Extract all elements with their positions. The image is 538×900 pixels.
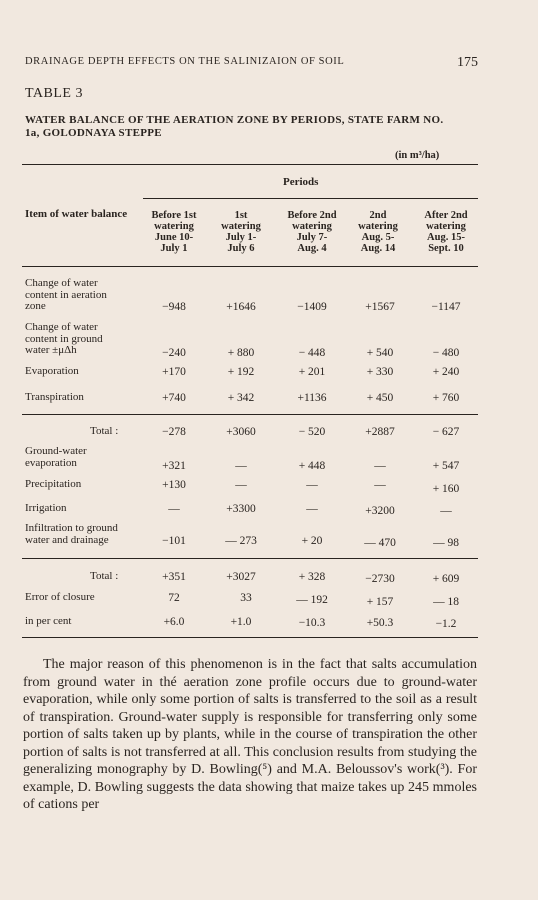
total-label: Total : xyxy=(90,425,119,437)
item-header: Item of water balance xyxy=(25,208,128,220)
table-cell: +2887 xyxy=(365,426,395,438)
table-cell: −1.2 xyxy=(435,618,457,630)
units-label: (in m³/ha) xyxy=(395,150,440,161)
subtotal-rule xyxy=(22,414,478,415)
table-cell: +3300 xyxy=(226,503,256,515)
table-cell: — xyxy=(306,479,318,491)
table-cell: − 520 xyxy=(298,426,326,438)
table-cell: — xyxy=(168,503,180,515)
table-cell: +740 xyxy=(162,392,186,404)
table-cell: — 18 xyxy=(433,596,459,608)
page-number: 175 xyxy=(457,55,478,70)
total-label: Total : xyxy=(90,570,119,582)
table-cell: −948 xyxy=(162,301,186,313)
table-cell: + 547 xyxy=(432,460,460,472)
table-cell: +1.0 xyxy=(230,616,252,628)
table-cell: +321 xyxy=(162,460,186,472)
table-cell: + 20 xyxy=(301,535,323,547)
table-cell: +1646 xyxy=(226,301,256,313)
table-cell: + 342 xyxy=(227,392,255,404)
table-cell: 33 xyxy=(240,592,252,604)
table-cell: + 609 xyxy=(432,573,460,585)
table-cell: +170 xyxy=(162,366,186,378)
table-cell: + 448 xyxy=(298,460,326,472)
table-cell: — xyxy=(235,460,247,472)
table-cell: — 98 xyxy=(433,537,459,549)
table-cell: −1147 xyxy=(431,301,461,313)
table-cell: +130 xyxy=(162,479,186,491)
row-label: Change of water content in aeration zone xyxy=(25,277,107,312)
table-cell: + 160 xyxy=(432,483,460,495)
table-cell: −2730 xyxy=(365,573,395,585)
table-cell: +50.3 xyxy=(366,617,394,629)
table-cell: + 157 xyxy=(366,596,394,608)
column-header-2: 1st watering July 1- July 6 xyxy=(221,210,261,254)
table-label: TABLE 3 xyxy=(25,86,83,101)
table-cell: −10.3 xyxy=(298,617,326,629)
row-label: in per cent xyxy=(25,615,72,627)
table-cell: + 240 xyxy=(432,366,460,378)
table-cell: — xyxy=(374,479,386,491)
table-cell: — xyxy=(306,503,318,515)
table-cell: −101 xyxy=(162,535,186,547)
row-label: Irrigation xyxy=(25,502,67,514)
table-cell: +351 xyxy=(162,571,186,583)
header-bottom-rule xyxy=(22,266,478,267)
row-label: Ground-water evaporation xyxy=(25,445,87,469)
table-cell: — xyxy=(440,505,452,517)
column-header-5: After 2nd watering Aug. 15- Sept. 10 xyxy=(424,210,468,254)
table-cell: −1409 xyxy=(297,301,327,313)
table-cell: 72 xyxy=(168,592,180,604)
table-cell: — 192 xyxy=(296,594,328,606)
row-label: Transpiration xyxy=(25,391,84,403)
table-cell: + 330 xyxy=(366,366,394,378)
table-cell: −240 xyxy=(162,347,186,359)
table-cell: + 760 xyxy=(432,392,460,404)
table-cell: +3200 xyxy=(365,505,395,517)
table-cell: — 470 xyxy=(364,537,396,549)
table-cell: — xyxy=(374,460,386,472)
table-cell: + 192 xyxy=(227,366,255,378)
row-label: Infiltration to ground water and drainage xyxy=(25,522,118,546)
table-cell: +6.0 xyxy=(163,616,185,628)
table-cell: + 540 xyxy=(366,347,394,359)
column-header-1: Before 1st watering June 10- July 1 xyxy=(151,210,197,254)
table-top-rule xyxy=(22,164,478,165)
table-bottom-rule xyxy=(22,637,478,638)
table-cell: +3027 xyxy=(226,571,256,583)
body-paragraph: The major reason of this phenomenon is in the fact that salts accumulation from ground water in thé aeration zone profile occurs due to ground-water evaporation, while only some portion of salts is transferred to the soil as a result of transpiration. Ground-water supply is responsible for transferring only some portion of salts taken up by plants, while in the course of transpiration the other portion of salts is not transferred at all. This conclusion results from studying the generalizing monography by D. Bowling(⁵) and M.A. Beloussov's work(³). For example, D. Bowling suggests the data showing that maize takes up 245 mmoles of cations per xyxy=(23,657,477,812)
table-cell: − 448 xyxy=(298,347,326,359)
table-cell: + 880 xyxy=(227,347,255,359)
table-cell: — 273 xyxy=(225,535,257,547)
table-cell: — xyxy=(235,479,247,491)
periods-header: Periods xyxy=(283,176,319,188)
row-label: Error of closure xyxy=(25,591,95,603)
table-cell: +1567 xyxy=(365,301,395,313)
table-cell: − 627 xyxy=(432,426,460,438)
table-title: WATER BALANCE OF THE AERATION ZONE BY PERIODS, STATE FARM NO. 1a, GOLODNAYA STEPPE xyxy=(25,114,444,139)
table-cell: −278 xyxy=(162,426,186,438)
table-cell: + 450 xyxy=(366,392,394,404)
table-cell: +3060 xyxy=(226,426,256,438)
periods-rule xyxy=(143,198,478,199)
row-label: Change of water content in ground water ±μΔh xyxy=(25,321,103,356)
column-header-4: 2nd watering Aug. 5- Aug. 14 xyxy=(358,210,398,254)
row-label: Evaporation xyxy=(25,365,79,377)
table-cell: + 201 xyxy=(298,366,326,378)
table-cell: +1136 xyxy=(297,392,327,404)
row-label: Precipitation xyxy=(25,478,82,490)
column-header-3: Before 2nd watering July 7- Aug. 4 xyxy=(287,210,337,254)
table-cell: + 328 xyxy=(298,571,326,583)
table-cell: − 480 xyxy=(432,347,460,359)
running-head: DRAINAGE DEPTH EFFECTS ON THE SALINIZAION OF SOIL xyxy=(25,56,345,67)
second-subtotal-rule xyxy=(22,558,478,559)
